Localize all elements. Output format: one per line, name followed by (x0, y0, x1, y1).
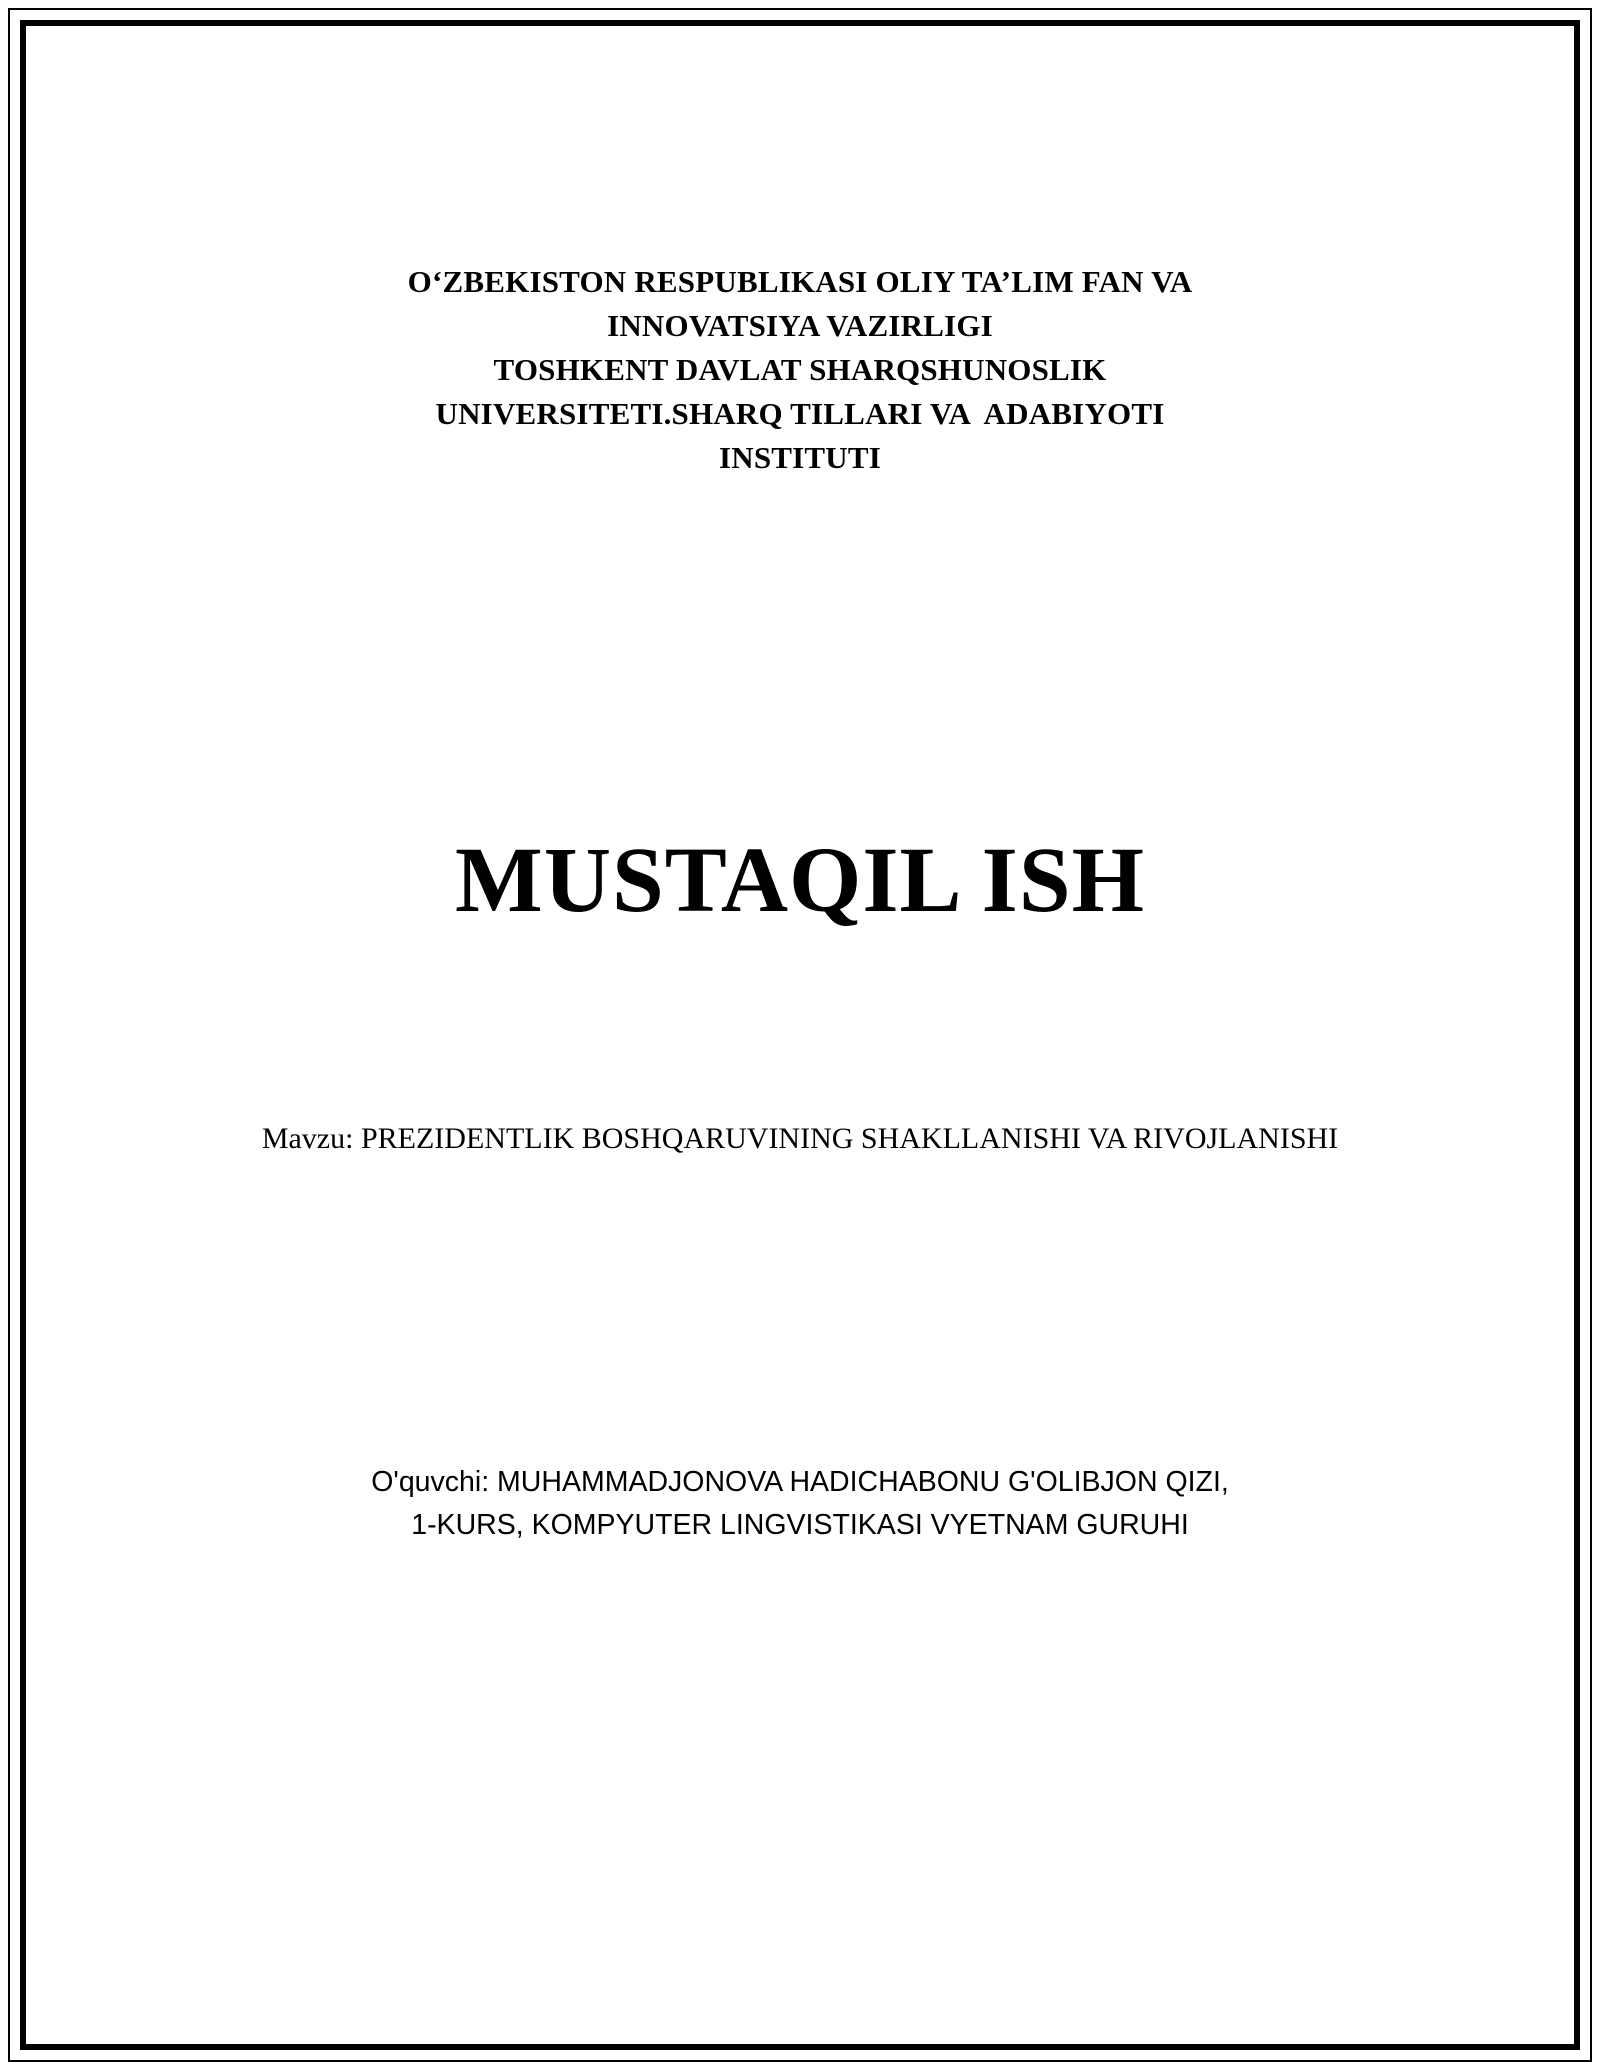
subject-line (78, 1117, 1522, 1161)
organization-line-3: TOSHKENT DAVLAT SHARQSHUNOSLIK (493, 352, 1107, 388)
organization-line-1: O‘ZBEKISTON RESPUBLIKASI OLIY TA’LIM FAN VA (407, 264, 1193, 299)
page-title: MUSTAQIL ISH (455, 829, 1145, 933)
page-content (78, 70, 1522, 2000)
organization-line-2: INNOVATSIYA VAZIRLIGI (607, 308, 993, 344)
author-block (78, 1461, 1522, 1547)
organization-line-4: UNIVERSITETI.SHARQ TILLARI VA ADABIYOTI (435, 396, 1165, 432)
author-line-2: 1-KURS, KOMPYUTER LINGVISTIKASI VYETNAM GURUHI (411, 1508, 1189, 1541)
subject-label: Mavzu: (261, 1122, 361, 1156)
organization-heading (78, 260, 1522, 480)
organization-line-5: INSTITUTI (718, 440, 882, 476)
author-line-1: O'quvchi: MUHAMMADJONOVA HADICHABONU G'OLIBJON QIZI, (371, 1465, 1229, 1498)
subject-value: PREZIDENTLIK BOSHQARUVINING SHAKLLANISHI VA RIVOJLANISHI (360, 1122, 1339, 1156)
page-border-inner (20, 20, 1580, 2050)
